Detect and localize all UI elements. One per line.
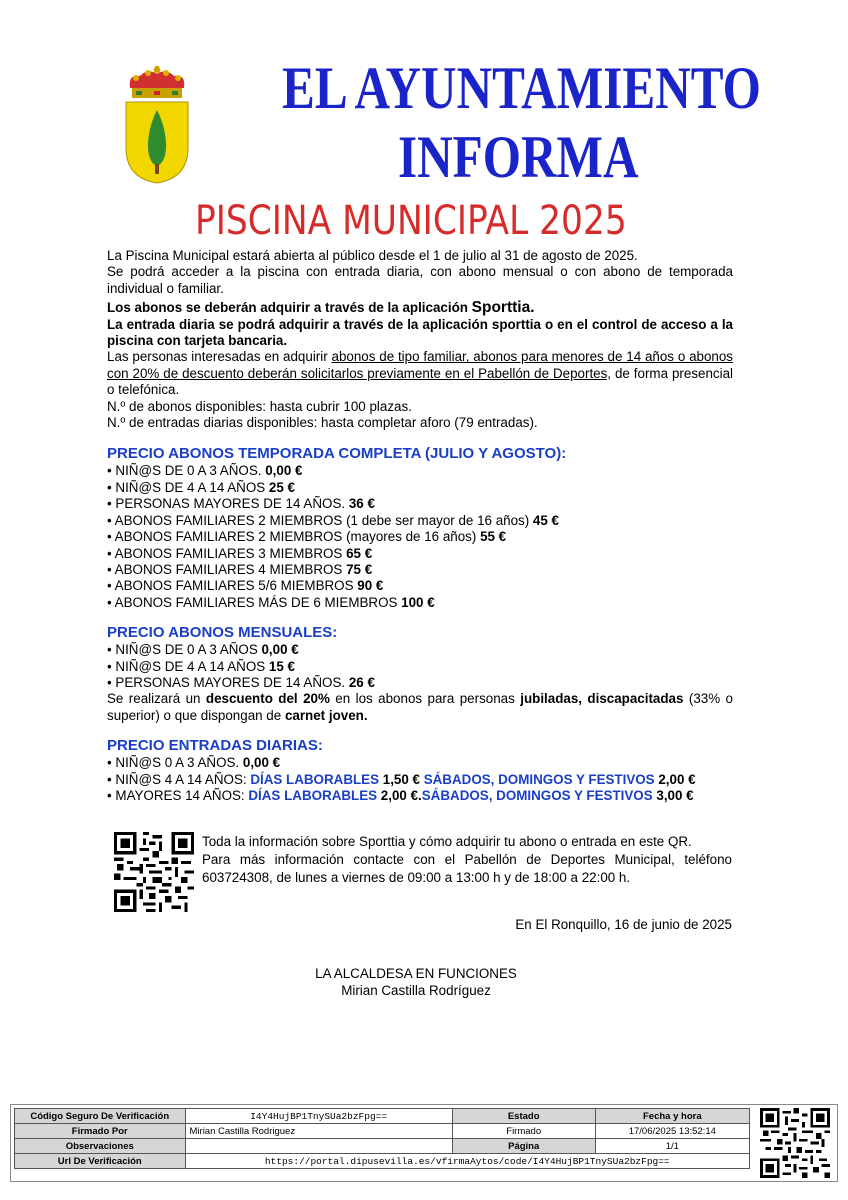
- table-cell: Página: [452, 1139, 595, 1154]
- table-cell: Estado: [452, 1109, 595, 1124]
- intro-paragraph: Se podrá acceder a la piscina con entrada diaria, con abono mensual o con abono de temporada individual o familiar.: [107, 264, 733, 296]
- item-label: • ABONOS FAMILIARES 3 MIEMBROS: [107, 545, 347, 561]
- item-price: 55 €: [480, 529, 507, 545]
- table-row: [15, 1109, 750, 1124]
- item-price: 1,50 €: [379, 771, 424, 787]
- table-cell: 17/06/2025 13:52:14: [595, 1124, 749, 1139]
- item-price: 75 €: [346, 561, 373, 577]
- signature-block: [256, 965, 576, 999]
- text-fragment: Las personas interesadas en adquirir: [107, 349, 332, 365]
- item-price: 0,00 €: [261, 642, 299, 658]
- verification-qr-code-icon[interactable]: [760, 1108, 830, 1178]
- document-subtitle: PISCINA MUNICIPAL 2025: [195, 198, 627, 244]
- list-item: [107, 772, 733, 788]
- item-price: 0,00 €: [265, 463, 303, 479]
- list-item: [107, 463, 733, 479]
- item-price: 0,00 €: [242, 755, 281, 771]
- sporttia-qr-code-icon[interactable]: [114, 832, 194, 912]
- item-label: • ABONOS FAMILIARES 2 MIEMBROS (1 debe ser mayor de 16 años): [107, 512, 533, 528]
- section-title-temporada: PRECIO ABONOS TEMPORADA COMPLETA (JULIO Y AGOSTO):: [107, 445, 567, 463]
- item-label: • PERSONAS MAYORES DE 14 AÑOS.: [107, 496, 349, 512]
- list-item: [107, 578, 733, 594]
- list-item: [107, 755, 733, 771]
- table-cell: I4Y4HujBP1TnySUa2bzFpg==: [185, 1109, 452, 1124]
- qr-info-text: [202, 833, 732, 887]
- intro-paragraph-bold: La entrada diaria se podrá adquirir a través de la aplicación sporttia o en el control de acceso a la piscina con tarjeta bancaria.: [107, 316, 733, 349]
- text-fragment: Los abonos se deberán adquirir a través de la aplicación: [107, 300, 472, 316]
- item-price: 2,00 €: [654, 771, 696, 787]
- intro-paragraph-bold: [107, 300, 733, 316]
- day-type: DÍAS LABORABLES: [250, 771, 380, 787]
- item-label: • ABONOS FAMILIARES 4 MIEMBROS: [107, 561, 347, 577]
- item-price: 100 €: [401, 594, 435, 610]
- table-cell: Mirian Castilla Rodriguez: [185, 1124, 452, 1139]
- underlined-text: abonos de tipo familiar, abonos para menores de 14 años o abonos con 20% de descuento deberán solicitarlos previamente en el Pabellón de Deportes,: [107, 349, 734, 381]
- section-title-diarias: PRECIO ENTRADAS DIARIAS:: [107, 737, 323, 755]
- day-type: DÍAS LABORABLES: [248, 787, 378, 803]
- bold-text: carnet joven.: [284, 707, 368, 723]
- text-fragment: en los abonos para personas: [329, 691, 521, 707]
- list-item: [107, 595, 733, 611]
- qr-info-line: Toda la información sobre Sporttia y cómo adquirir tu abono o entrada en este QR.: [202, 834, 692, 849]
- item-label: • NIÑ@S DE 4 A 14 AÑOS: [107, 479, 269, 495]
- table-cell: Url De Verificación: [15, 1154, 186, 1169]
- app-name: Sporttia.: [471, 299, 535, 317]
- item-label: • PERSONAS MAYORES DE 14 AÑOS.: [107, 674, 349, 690]
- list-item: [107, 496, 733, 512]
- item-label: • MAYORES 14 AÑOS:: [107, 787, 249, 803]
- bold-text: jubiladas, discapacitadas: [520, 691, 684, 707]
- section-title-mensuales: PRECIO ABONOS MENSUALES:: [107, 624, 338, 642]
- header-title-line1: EL AYUNTAMIENTO: [282, 55, 761, 121]
- item-label: • NIÑ@S 4 A 14 AÑOS:: [107, 771, 251, 787]
- text-fragment: Se realizará un: [107, 691, 206, 707]
- table-row: [15, 1154, 750, 1169]
- day-type: SÁBADOS, DOMINGOS Y FESTIVOS: [421, 787, 653, 803]
- item-label: • NIÑ@S DE 4 A 14 AÑOS: [107, 658, 269, 674]
- diarias-list: [107, 755, 733, 804]
- signer-name: Mirian Castilla Rodríguez: [341, 983, 491, 998]
- list-item: [107, 529, 733, 545]
- item-price: 26 €: [348, 674, 375, 690]
- intro-paragraph: [107, 349, 733, 398]
- document-body: [107, 248, 733, 804]
- table-cell: Firmado: [452, 1124, 595, 1139]
- list-item: [107, 788, 733, 804]
- table-row: [15, 1124, 750, 1139]
- header-title-line2: INFORMA: [398, 124, 639, 190]
- table-row: [15, 1139, 750, 1154]
- item-price: 90 €: [357, 578, 384, 594]
- contact-info: Para más información contacte con el Pabellón de Deportes Municipal, teléfono 603724308, de lunes a viernes de 09:00 a 13:00 h y de 18:00 a 22:00 h.: [202, 852, 732, 885]
- list-item: [107, 675, 733, 691]
- item-label: • ABONOS FAMILIARES 2 MIEMBROS (mayores de 16 años): [107, 529, 481, 545]
- day-type: SÁBADOS, DOMINGOS Y FESTIVOS: [423, 771, 655, 787]
- item-label: • ABONOS FAMILIARES MÁS DE 6 MIEMBROS: [107, 594, 402, 610]
- availability-note: N.º de entradas diarias disponibles: hasta completar aforo (79 entradas).: [107, 415, 538, 431]
- coat-of-arms-icon: [118, 66, 196, 184]
- list-item: [107, 480, 733, 496]
- table-cell: 1/1: [595, 1139, 749, 1154]
- item-price: 15 €: [268, 658, 295, 674]
- verification-url[interactable]: https://portal.dipusevilla.es/vfirmaAytos/code/I4Y4HujBP1TnySUa2bzFpg==: [185, 1154, 750, 1169]
- table-cell: Observaciones: [15, 1139, 186, 1154]
- item-price: 65 €: [346, 545, 373, 561]
- list-item: [107, 642, 733, 658]
- table-cell: [185, 1139, 452, 1154]
- item-price: 45 €: [532, 512, 559, 528]
- item-label: • NIÑ@S 0 A 3 AÑOS.: [107, 755, 243, 771]
- item-label: • ABONOS FAMILIARES 5/6 MIEMBROS: [107, 578, 358, 594]
- item-price: 25 €: [268, 479, 295, 495]
- item-label: • NIÑ@S DE 0 A 3 AÑOS.: [107, 463, 266, 479]
- list-item: [107, 562, 733, 578]
- item-price: 3,00 €: [652, 787, 694, 803]
- verification-table: [14, 1108, 750, 1169]
- item-label: • NIÑ@S DE 0 A 3 AÑOS: [107, 642, 262, 658]
- temporada-list: [107, 463, 733, 611]
- availability-note: N.º de abonos disponibles: hasta cubrir 100 plazas.: [107, 398, 412, 414]
- item-price: 2,00 €.: [377, 787, 422, 803]
- intro-paragraph: La Piscina Municipal estará abierta al público desde el 1 de julio al 31 de agosto de 2025.: [107, 248, 638, 263]
- text-fragment: (33% o superior) o que dispongan de: [107, 691, 734, 723]
- document-date: En El Ronquillo, 16 de junio de 2025: [515, 917, 732, 932]
- text-fragment: de forma presencial o telefónica.: [107, 365, 733, 398]
- discount-paragraph: [107, 691, 733, 724]
- table-cell: Fecha y hora: [595, 1109, 749, 1124]
- item-price: 36 €: [348, 496, 375, 512]
- list-item: [107, 546, 733, 562]
- mensuales-list: [107, 642, 733, 691]
- list-item: [107, 659, 733, 675]
- table-cell: Código Seguro De Verificación: [15, 1109, 186, 1124]
- list-item: [107, 513, 733, 529]
- signer-role: LA ALCALDESA EN FUNCIONES: [315, 966, 517, 981]
- bold-text: descuento del 20%: [205, 691, 330, 707]
- table-cell: Firmado Por: [15, 1124, 186, 1139]
